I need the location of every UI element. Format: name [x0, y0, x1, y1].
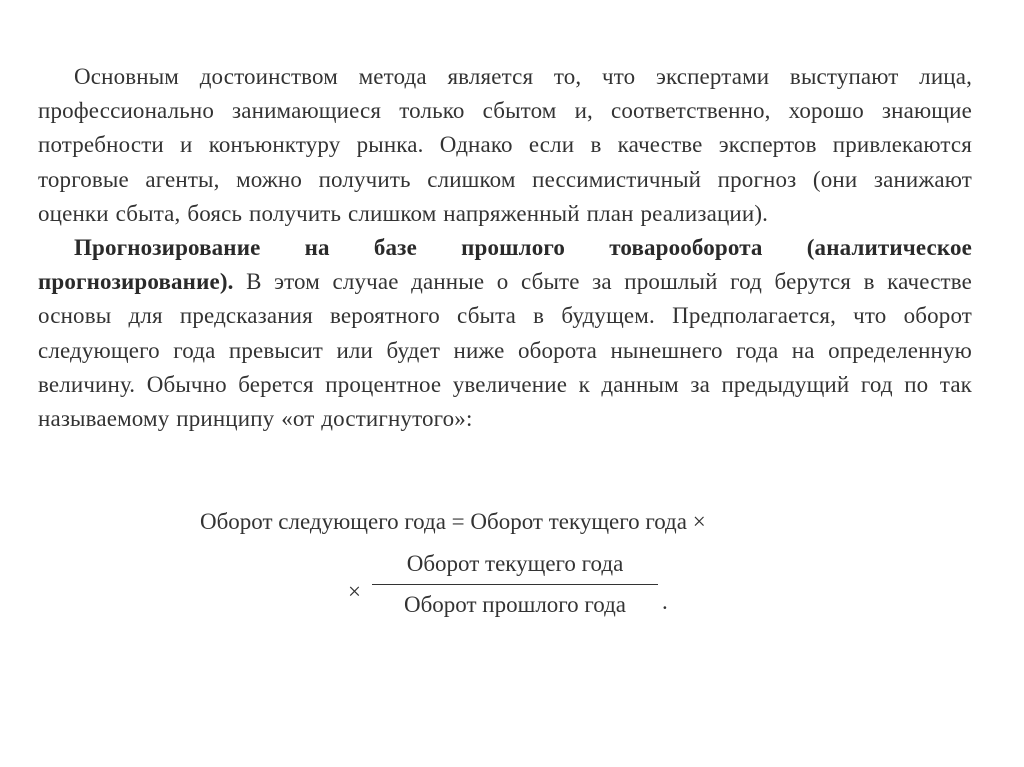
multiply-sign: × — [348, 579, 361, 604]
paragraph-analytic-forecasting — [38, 231, 972, 436]
formula-period: . — [662, 589, 668, 614]
fraction-numerator: Оборот текущего года — [406, 551, 624, 576]
paragraph-expert-method — [38, 60, 972, 231]
formula-fraction-line — [348, 548, 688, 638]
body-text — [38, 60, 972, 436]
paragraph-text: В этом случае данные о сбыте за прошлый год берутся в качестве основы для предсказания вероятного сбыта в будущем. Предполагается, что оборот следующего года превысит или будет ниже оборота нынешнего года на определенную величину. Обычно берется процентное увеличение к данным за предыдущий год по так называемому принципу «от достигнутого»: — [38, 269, 972, 432]
paragraph-text: Основным достоинством метода является то, что экспертами выступают лица, профессионально занимающиеся только сбытом и, соответственно, хорошо знающие потребности и конъюнктуру рынка. Однако если в качестве экспертов привлекаются торговые агенты, можно получить слишком пессимистичный прогноз (они занижают оценки сбыта, боясь получить слишком напряженный план реализации). — [38, 64, 972, 226]
fraction-denominator: Оборот прошлого года — [403, 592, 627, 617]
formula-main-line: Оборот следующего года = Оборот текущего года × — [200, 509, 706, 534]
section-heading-inline: Прогнозирование на базе прошлого товарооборота (аналитическое прогнозирование). — [38, 235, 972, 295]
formula-fraction — [370, 548, 660, 621]
